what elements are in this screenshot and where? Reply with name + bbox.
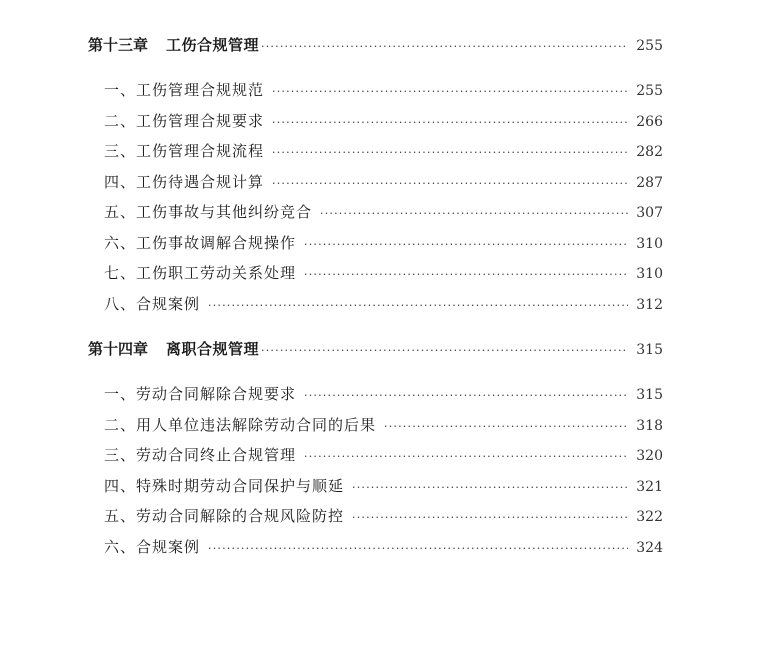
section-row[interactable] [88,471,663,502]
chapter-13-row[interactable] [88,30,663,60]
dot-leader [272,169,628,200]
section-title: 二、用人单位违法解除劳动合同的后果 [104,415,377,434]
chapter-number: 第十四章 [88,340,149,358]
dot-leader [261,32,628,62]
dot-leader [272,108,628,139]
dot-leader [304,260,628,291]
section-title: 四、特殊时期劳动合同保护与顺延 [104,476,345,495]
page-number: 266 [636,113,663,130]
chapter-title: 工伤合规管理 [166,36,260,54]
dot-leader [352,503,628,534]
dot-leader [272,77,628,108]
section-row[interactable] [88,136,663,167]
page-number: 312 [636,296,663,313]
dot-leader [384,412,628,443]
dot-leader [304,442,628,473]
section-title: 六、合规案例 [104,537,201,556]
page-number: 322 [636,509,663,525]
section-row[interactable] [88,289,663,320]
section-title: 一、劳动合同解除合规要求 [104,385,297,403]
section-title: 二、工伤管理合规要求 [104,111,265,130]
section-title: 一、工伤管理合规规范 [104,81,265,99]
page-number: 315 [636,342,663,358]
section-title: 三、工伤管理合规流程 [104,142,265,160]
table-of-contents [88,30,663,562]
dot-leader [272,138,628,169]
chapter-14-row[interactable] [88,334,663,364]
section-row[interactable] [88,379,663,410]
section-title: 八、合规案例 [104,294,201,313]
page-number: 282 [636,144,663,160]
section-row[interactable] [88,228,663,259]
page-number: 310 [636,266,663,282]
page-number: 287 [636,174,663,191]
page-number: 320 [636,448,663,464]
dot-leader [261,336,628,366]
section-row[interactable] [88,75,663,106]
section-row[interactable] [88,258,663,289]
section-row[interactable] [88,167,663,198]
page-number: 318 [636,417,663,434]
section-row[interactable] [88,410,663,441]
section-row[interactable] [88,532,663,563]
dot-leader [320,199,628,230]
section-title: 七、工伤职工劳动关系处理 [104,264,297,282]
page-number: 255 [636,83,663,99]
section-title: 三、劳动合同终止合规管理 [104,446,297,464]
page-number: 324 [636,539,663,556]
section-title: 四、工伤待遇合规计算 [104,172,265,191]
section-row[interactable] [88,440,663,471]
dot-leader [208,291,628,322]
page-number: 310 [636,235,663,252]
page-number: 255 [636,38,663,54]
section-row[interactable] [88,106,663,137]
section-title: 六、工伤事故调解合规操作 [104,233,297,252]
section-row[interactable] [88,197,663,228]
section-row[interactable] [88,501,663,532]
dot-leader [304,230,628,261]
page-number: 321 [636,478,663,495]
dot-leader [352,473,628,504]
page-number: 307 [636,205,663,221]
chapter-number: 第十三章 [88,36,149,54]
section-title: 五、工伤事故与其他纠纷竞合 [104,203,313,221]
dot-leader [208,534,628,565]
chapter-title: 离职合规管理 [166,340,260,358]
page-number: 315 [636,387,663,403]
dot-leader [304,381,628,412]
section-title: 五、劳动合同解除的合规风险防控 [104,507,345,525]
